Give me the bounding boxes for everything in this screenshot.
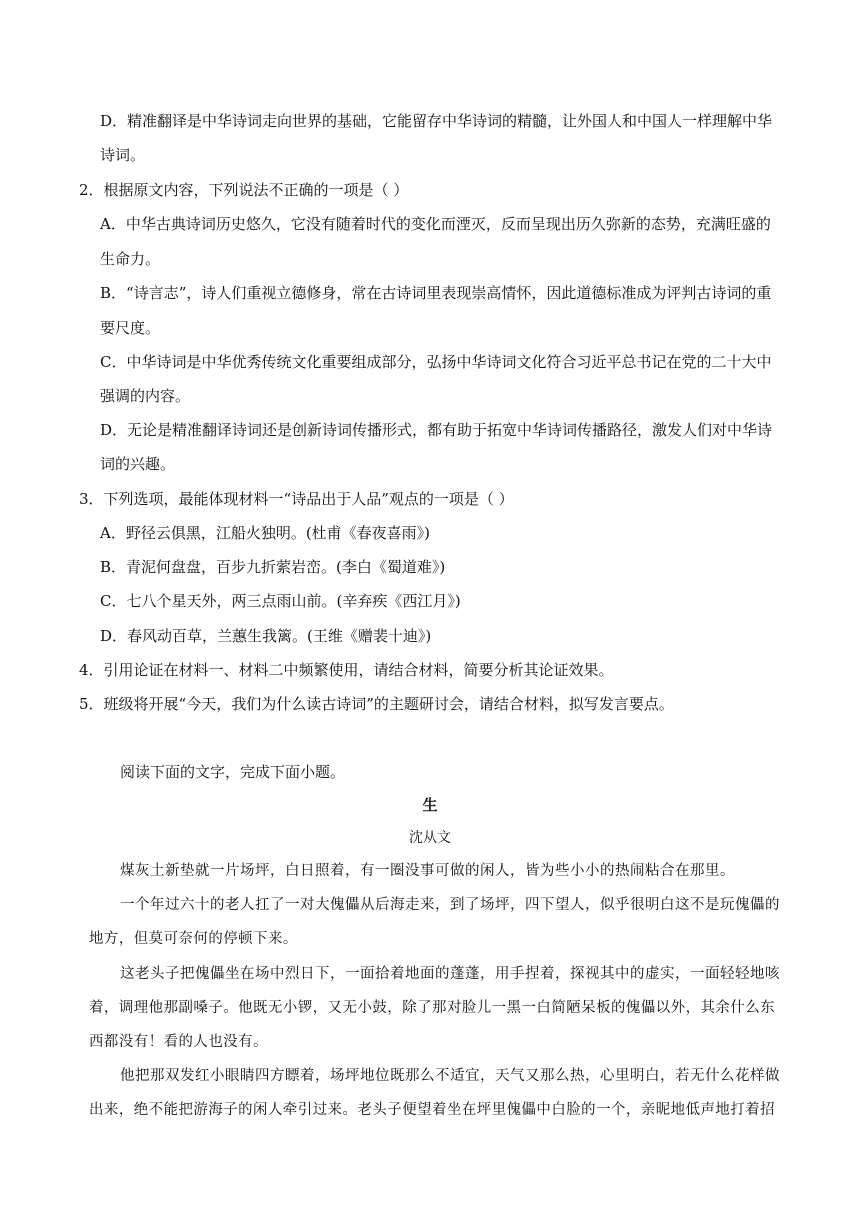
q2-option-a-cont: 生命力。 [100,250,161,268]
question-5: 5．班级将开展“今天，我们为什么读古诗词”的主题研讨会，请结合材料，拟写发言要点。 [79,695,674,713]
q2-option-d: D．无论是精准翻译诗词还是创新诗词传播形式，都有助于拓宽中华诗词传播路径，激发人们对中华诗 [100,421,773,439]
story-title: 生 [422,796,438,814]
q2-option-c-cont: 强调的内容。 [100,387,191,405]
q3-option-b: B．青泥何盘盘，百步九折萦岩峦。(李白《蜀道难》) [100,558,446,576]
q2-option-d-cont: 词的兴趣。 [100,455,176,473]
q3-option-a: A．野径云俱黑，江船火独明。(杜甫《春夜喜雨》) [100,524,431,542]
question-3: 3．下列选项，最能体现材料一“诗品出于人品”观点的一项是（ ） [79,490,514,508]
story-paragraph: 他把那双发红小眼睛四方瞟着，场坪地位既那么不适宜，天气又那么热，心里明白，若无什么花样做 [120,1068,780,1084]
q2-option-b-cont: 要尺度。 [100,319,161,337]
q2-option-b: B．“诗言志”，诗人们重视立德修身，常在古诗词里表现崇高情怀，因此道德标准成为评判古诗词的重 [100,284,772,302]
q2-option-a: A．中华古典诗词历史悠久，它没有随着时代的变化而湮灭，反而呈现出历久弥新的态势，充满旺盛的 [100,215,771,233]
story-paragraph-cont: 地方，但莫可奈何的停顿下来。 [89,931,298,947]
story-paragraph-cont: 出来，绝不能把游海子的闲人牵引过来。老头子便望着坐在坪里傀儡中白脸的一个，亲昵地低声地打着招 [89,1102,776,1118]
story-paragraph-cont: 着，调理他那副嗓子。他既无小锣，又无小鼓，除了那对脸儿一黑一白简陋呆板的傀儡以外，其余什么东 [89,1000,776,1016]
story-paragraph: 这老头子把傀儡坐在场中烈日下，一面拾着地面的蓬蓬，用手捏着，探视其中的虚实，一面轻轻地咳 [120,966,780,982]
reading-instruction: 阅读下面的文字，完成下面小题。 [120,763,346,781]
q1-option-d-cont: 诗词。 [100,146,146,164]
q3-option-c: C．七八个星天外，两三点雨山前。(辛弃疾《西江月》) [100,592,461,610]
story-author: 沈从文 [409,830,451,846]
story-paragraph-cont: 西都没有！看的人也没有。 [89,1034,268,1050]
q3-option-d: D．春风动百草，兰蕙生我篱。(王维《赠裴十迪》) [100,627,432,645]
question-2: 2．根据原文内容，下列说法不正确的一项是（ ） [79,181,409,199]
question-4: 4．引用论证在材料一、材料二中频繁使用，请结合材料，简要分析其论证效果。 [79,661,614,679]
q2-option-c: C．中华诗词是中华优秀传统文化重要组成部分，弘扬中华诗词文化符合习近平总书记在党的二十大中 [100,353,772,371]
story-paragraph: 煤灰土新垫就一片场坪，白日照着，有一圈没事可做的闲人，皆为些小小的热闹粘合在那里。 [120,863,735,879]
q1-option-d: D．精准翻译是中华诗词走向世界的基础，它能留存中华诗词的精髓，让外国人和中国人一样理解中华 [100,112,773,130]
story-paragraph: 一个年过六十的老人扛了一对大傀儡从后海走来，到了场坪，四下望人，似乎很明白这不是玩傀儡的 [120,897,780,913]
